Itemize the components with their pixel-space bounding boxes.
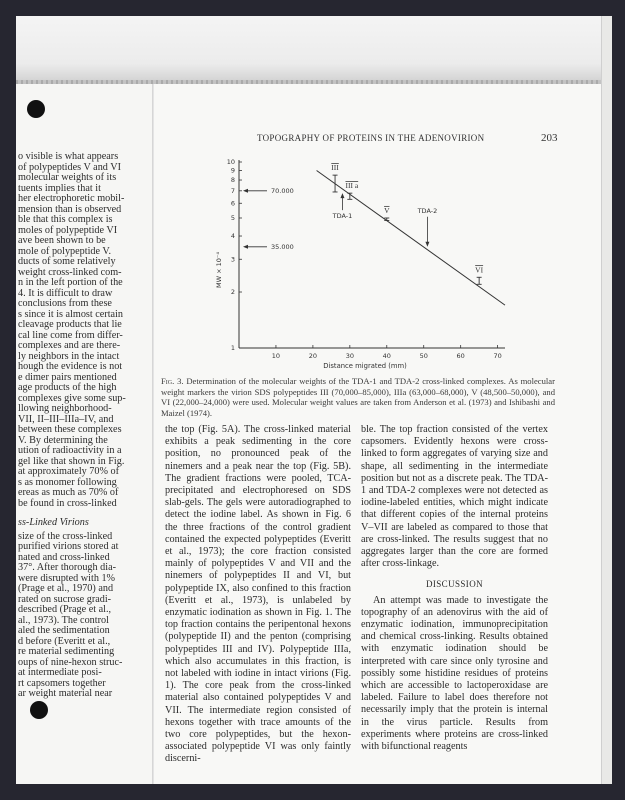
svg-text:III a: III a [345,181,359,191]
y-tick-label: 5 [230,214,235,223]
text-line: s as monomer following [18,476,117,488]
x-tick-label: 60 [456,352,465,360]
text-line: al., 1973). The control [18,614,109,626]
tda-2-arrow [417,207,438,247]
x-tick-label: 40 [382,352,391,360]
text-line: V. By determining the [18,434,108,446]
page-fold [152,84,154,784]
middle-column [165,424,351,766]
figure-3-chart [215,150,520,375]
text-line: between these complexes [18,424,122,435]
text-line: 37°. After thorough dia- [18,562,117,573]
x-axis-label: Distance migrated (mm) [323,362,407,370]
y-tick-label: 3 [230,255,235,264]
text-line: oups of nine-hexon struc- [18,656,123,668]
discussion-heading: DISCUSSION [425,579,483,590]
text-line: at intermediate posi- [18,667,102,678]
text-line: (Prage et al., 1970) and [18,583,114,594]
x-tick-label: 20 [308,352,318,360]
data-point-v [384,206,390,220]
svg-text:TDA-2: TDA-2 [417,206,438,215]
left-column-text [18,152,130,700]
text-line: nated and cross-linked [18,551,110,563]
text-line: weight cross-linked com- [18,266,122,278]
marker-35k-arrow [243,243,294,251]
body-paragraph: ble. The top fraction consisted of the vertex capsomers. Evidently hexons were cross-linked to form aggregates of varying size and shape, all sedimenting in the intermediate position but not as a discrete peak. The TDA-1 and TDA-2 complexes were not detected as iodine-labeled entities, which might indicate that different copies of the internal proteins V–VII are labeled as compared to those that are cross-linked. The results suggest that no aggregates larger than the core are formed after cross-linkage. [361,424,548,570]
svg-text:III: III [331,163,339,173]
caption-text: Determination of the molecular weights of the TDA-1 and TDA-2 cross-linked complexes. As molecular weight markers the virion SDS polypeptides III (70,000–85,000), IIIa (63,000–68,000), V (48,500–50,000), and VI (22,000–24,000) were used. Molecular weight values are taken from Anderson et al. (1973) and Ishibashi and Maizel (1974). [161,376,555,418]
data-point-iiia [345,181,358,199]
text-line: ducts of some relatively [18,256,116,267]
text-line: n in the left portion of the [18,277,123,288]
text-line: e dimer pairs mentioned [18,371,117,383]
y-tick-label: 9 [230,166,235,175]
tda-1-arrow [332,193,353,220]
text-line: s since it is almost certain [18,308,123,320]
text-line: moles of polypeptide VI [18,224,118,236]
body-paragraph: the top (Fig. 5A). The cross-linked material exhibits a peak sedimenting in the core position, no pronounced peak of the ninemers and a peak near the top (Fig. 5B). The gradient fractions were pooled, TCA-precipitated and electrophoresed on SDS slab-gels. The gels were autoradiographed to detect the iodine label. As shown in Fig. 6 the three fractions of the control gradient contained the expected polypeptides (Everitt et al., 1973); the core fraction consisted mainly of polypeptides V and VII and the ninemers of polypeptides II and VI, but polypeptide IX, also confined to this fraction (Everitt et al., 1973), is unlabeled by enzymatic iodination as shown in Fig. 1. The top fraction contains the peripentonal hexons (polypeptide II) and the penton (comprising polypeptides III and IV). Polypeptide IIIa, which also accumulates in this fraction, is not labeled with iodine in intact virions (Fig. 1). The core peak from the cross-linked material also contained polypeptides V and VII. The intermediate region consisted of hexons together with trace amounts of the two core polypeptides, but the hexon-associated polypeptide VI was only faintly discerni- [165,424,351,765]
figure-label: Fig. 3. [161,376,184,386]
text-line: ly neighbors in the intact [18,350,120,362]
x-tick-label: 50 [419,352,428,360]
text-line: ereas as much as 70% of [18,487,119,498]
text-line: aled the sedimentation [18,625,110,636]
y-tick-label: 10 [226,158,235,167]
punch-hole-bottom [30,701,48,719]
y-tick-label: 6 [230,199,235,208]
text-line: size of the cross-linked [18,530,113,542]
text-line: gel like that shown in Fig. [18,455,125,467]
text-line: were disrupted with 1% [18,572,116,584]
text-line: rated on sucrose gradi- [18,593,112,605]
y-axis-label: MW × 10⁻⁴ [215,252,223,288]
y-tick-label: 2 [230,288,235,297]
text-line: ave been shown to be [18,235,106,246]
text-line: mension than is observed [18,203,122,215]
y-tick-label: 7 [230,187,235,196]
text-line: d before (Everitt et al., [18,635,111,647]
marker-70k-arrow [243,187,294,195]
text-line: age products of the high [18,382,117,393]
svg-text:V: V [384,205,390,215]
x-tick-label: 10 [271,352,281,360]
right-column [361,424,548,753]
text-line: llowing neighborhood- [18,403,112,414]
page-number: 203 [541,132,558,144]
text-line: cleavage products that lie [18,319,122,330]
x-tick-label: 30 [345,352,354,360]
section-heading-cross-linked-virions: ss-Linked Virions [18,517,89,528]
text-line: re material sedimenting [18,646,115,657]
text-line: complexes and are there- [18,340,121,351]
svg-text:70.000: 70.000 [271,187,294,196]
x-tick-label: 70 [493,352,502,360]
text-line: mole of polypeptide V. [18,245,111,257]
text-line: rt capsomers together [18,677,106,689]
text-line: hough the evidence is not [18,361,123,372]
text-line: molecular weights of its [18,172,117,183]
text-line: ar weight material near [18,688,113,699]
text-line: o visible is what appears [18,152,119,162]
text-line: at approximately 70% of [18,466,119,477]
text-line: of polypeptides V and VI [18,161,121,173]
text-line: complexes give some sup- [18,392,126,404]
page-top-margin [16,16,601,84]
text-line: cal line come from differ- [18,329,123,341]
data-point-iii [331,163,339,192]
text-line: be found in cross-linked [18,497,117,509]
y-tick-label: 1 [230,344,235,353]
svg-text:VI: VI [475,265,484,275]
y-tick-label: 4 [230,232,235,241]
text-line: purified virions stored at [18,541,119,552]
mw-standard-curve [215,150,520,375]
text-line: described (Prage et al., [18,604,112,615]
data-point-vi [475,265,483,284]
y-tick-label: 8 [230,176,235,185]
svg-text:TDA-1: TDA-1 [332,212,353,221]
text-line: tuents implies that it [18,182,101,194]
page-edge [601,16,612,784]
svg-text:35.000: 35.000 [271,243,294,252]
body-paragraph: An attempt was made to investigate the topography of an adenovirus with the aid of enzymatic iodination, immunoprecipitation and chemical cross-linking. Results obtained with enzymatic iodination should be interpreted with care since only tyrosine and possibly some histidine residues of proteins which are accessible to lactoperoxidase are labeled. Failure to label does therefore not necessarily imply that the protein is internal in the virus particle. Results from experiments where proteins are cross-linked with bifunctional reagents [361,594,548,753]
text-line: conclusions from these [18,298,112,309]
text-line: ution of radioactivity in a [18,445,122,456]
punch-hole-top [27,100,45,118]
running-head: TOPOGRAPHY OF PROTEINS IN THE ADENOVIRION [257,133,485,143]
text-line: 4. It is difficult to draw [18,287,113,299]
figure-caption [161,376,555,418]
text-line: ble that this complex is [18,214,113,225]
text-line: her electrophoretic mobil- [18,193,125,204]
text-line: VII, II–III–IIIa–IV, and [18,413,114,425]
